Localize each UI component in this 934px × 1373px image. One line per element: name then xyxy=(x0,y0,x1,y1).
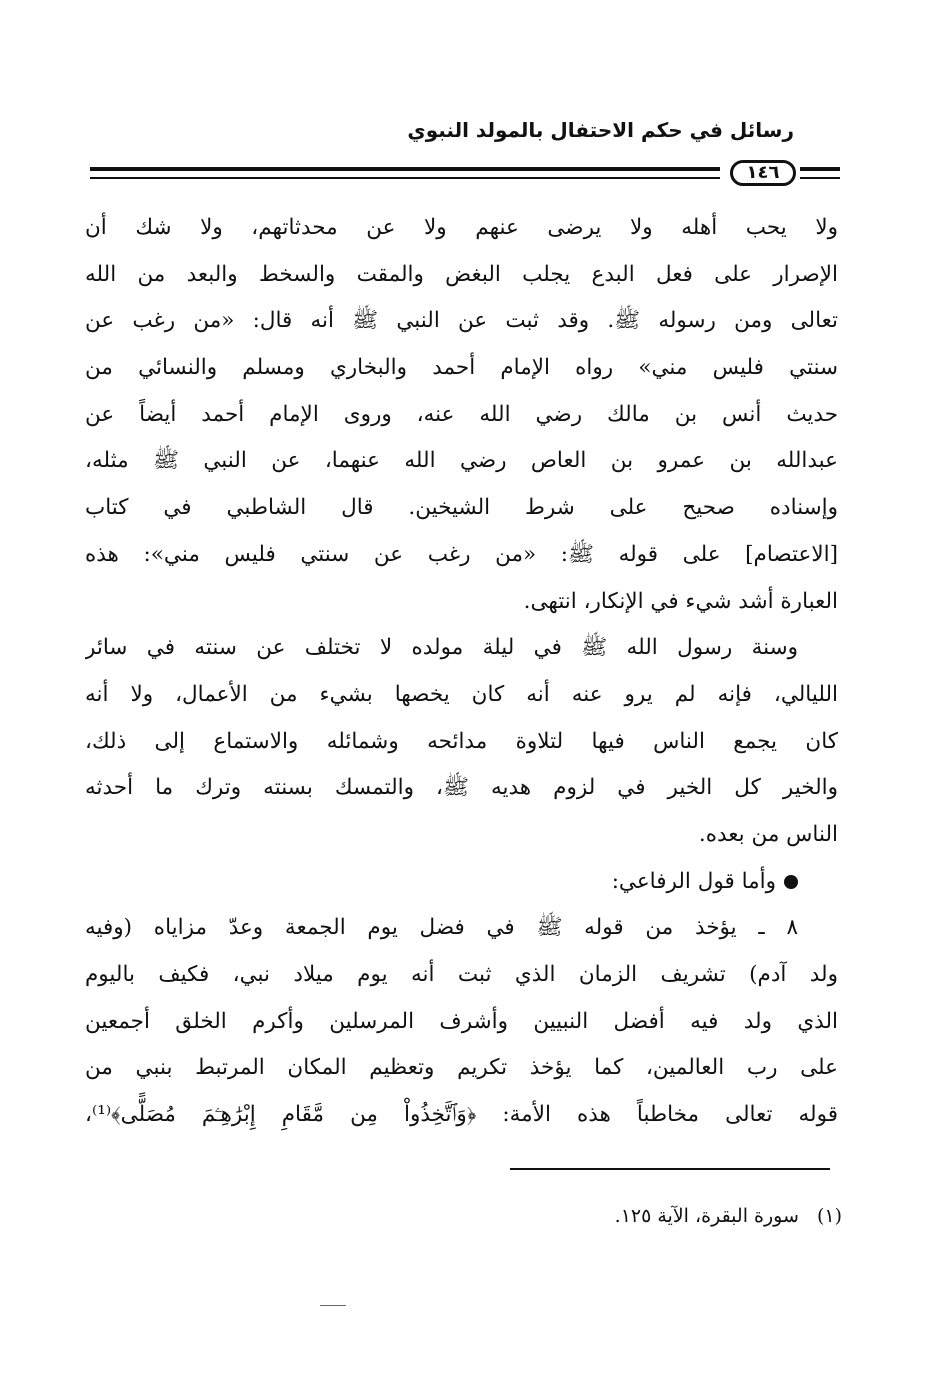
header-rule-right xyxy=(800,167,840,179)
text-line: الليالي، فإنه لم يرو عنه أنه كان يخصها بشيء من الأعمال، ولا أنه xyxy=(85,681,838,707)
section-heading-line xyxy=(85,859,838,906)
footnote xyxy=(615,1205,842,1227)
text-line: وإسناده صحيح على شرط الشيخين. قال الشاطبي في كتاب xyxy=(85,495,838,521)
text-line: [الاعتصام] على قوله ﷺ: «من رغب عن سنتي فليس مني»: هذه xyxy=(85,541,838,567)
bullet-icon xyxy=(784,875,798,889)
section-heading: وأما قول الرفاعي: xyxy=(611,868,776,894)
scan-mark xyxy=(320,1305,346,1306)
text-line: قوله تعالى مخاطباً هذه الأمة: ﴿وَٱتَّخِذُواْ مِن مَّقَامِ إِبْرَٰهِـۧمَ مُصَلًّى﴾⁽¹⁾، xyxy=(85,1102,838,1128)
header-rule xyxy=(90,160,840,186)
text-line: تعالى ومن رسوله ﷺ. وقد ثبت عن النبي ﷺ أنه قال: «من رغب عن xyxy=(85,308,838,334)
text-line: حديث أنس بن مالك رضي الله عنه، وروى الإمام أحمد أيضاً عن xyxy=(85,401,838,427)
text-line: ٨ ـ يؤخذ من قوله ﷺ في فضل يوم الجمعة وعدّ مزاياه (وفيه xyxy=(85,915,798,941)
page-number: ١٤٦ xyxy=(730,160,796,186)
text-line: على رب العالمين، كما يؤخذ تكريم وتعظيم المكان المرتبط بنبي من xyxy=(85,1055,838,1081)
text-line: ولا يحب أهله ولا يرضى عنهم ولا عن محدثاتهم، ولا شك أن xyxy=(85,215,838,240)
text-line: وسنة رسول الله ﷺ في ليلة مولده لا تختلف عن سنته في سائر xyxy=(85,635,798,661)
text-line: ولد آدم) تشريف الزمان الذي ثبت أنه يوم ميلاد نبي، فكيف باليوم xyxy=(85,962,838,987)
footnote-number: (١) xyxy=(816,1205,842,1227)
footnote-text: سورة البقرة، الآية ١٢٥. xyxy=(614,1205,799,1227)
text-line: والخير كل الخير في لزوم هديه ﷺ، والتمسك بسنته وترك ما أحدثه xyxy=(85,775,838,801)
footnote-rule xyxy=(510,1168,830,1170)
header-rule-left xyxy=(90,167,720,179)
text-line: العبارة أشد شيء في الإنكار، انتهى. xyxy=(523,588,838,614)
text-line: الناس من بعده. xyxy=(698,821,838,847)
text-line: سنتي فليس مني» رواه الإمام أحمد والبخاري ومسلم والنسائي من xyxy=(85,355,838,381)
text-line: عبدالله بن عمرو بن العاص رضي الله عنهما، عن النبي ﷺ مثله، xyxy=(85,448,838,474)
body-text xyxy=(85,205,838,1139)
running-title: رسائل في حكم الاحتفال بالمولد النبوي xyxy=(407,118,794,142)
text-line: الإصرار على فعل البدع يجلب البغض والمقت والسخط والبعد من الله xyxy=(85,261,838,287)
text-line: كان يجمع الناس فيها لتلاوة مدائحه وشمائله والاستماع إلى ذلك، xyxy=(85,728,838,754)
text-line: الذي ولد فيه أفضل النبيين وأشرف المرسلين وأكرم الخلق أجمعين xyxy=(85,1008,838,1034)
